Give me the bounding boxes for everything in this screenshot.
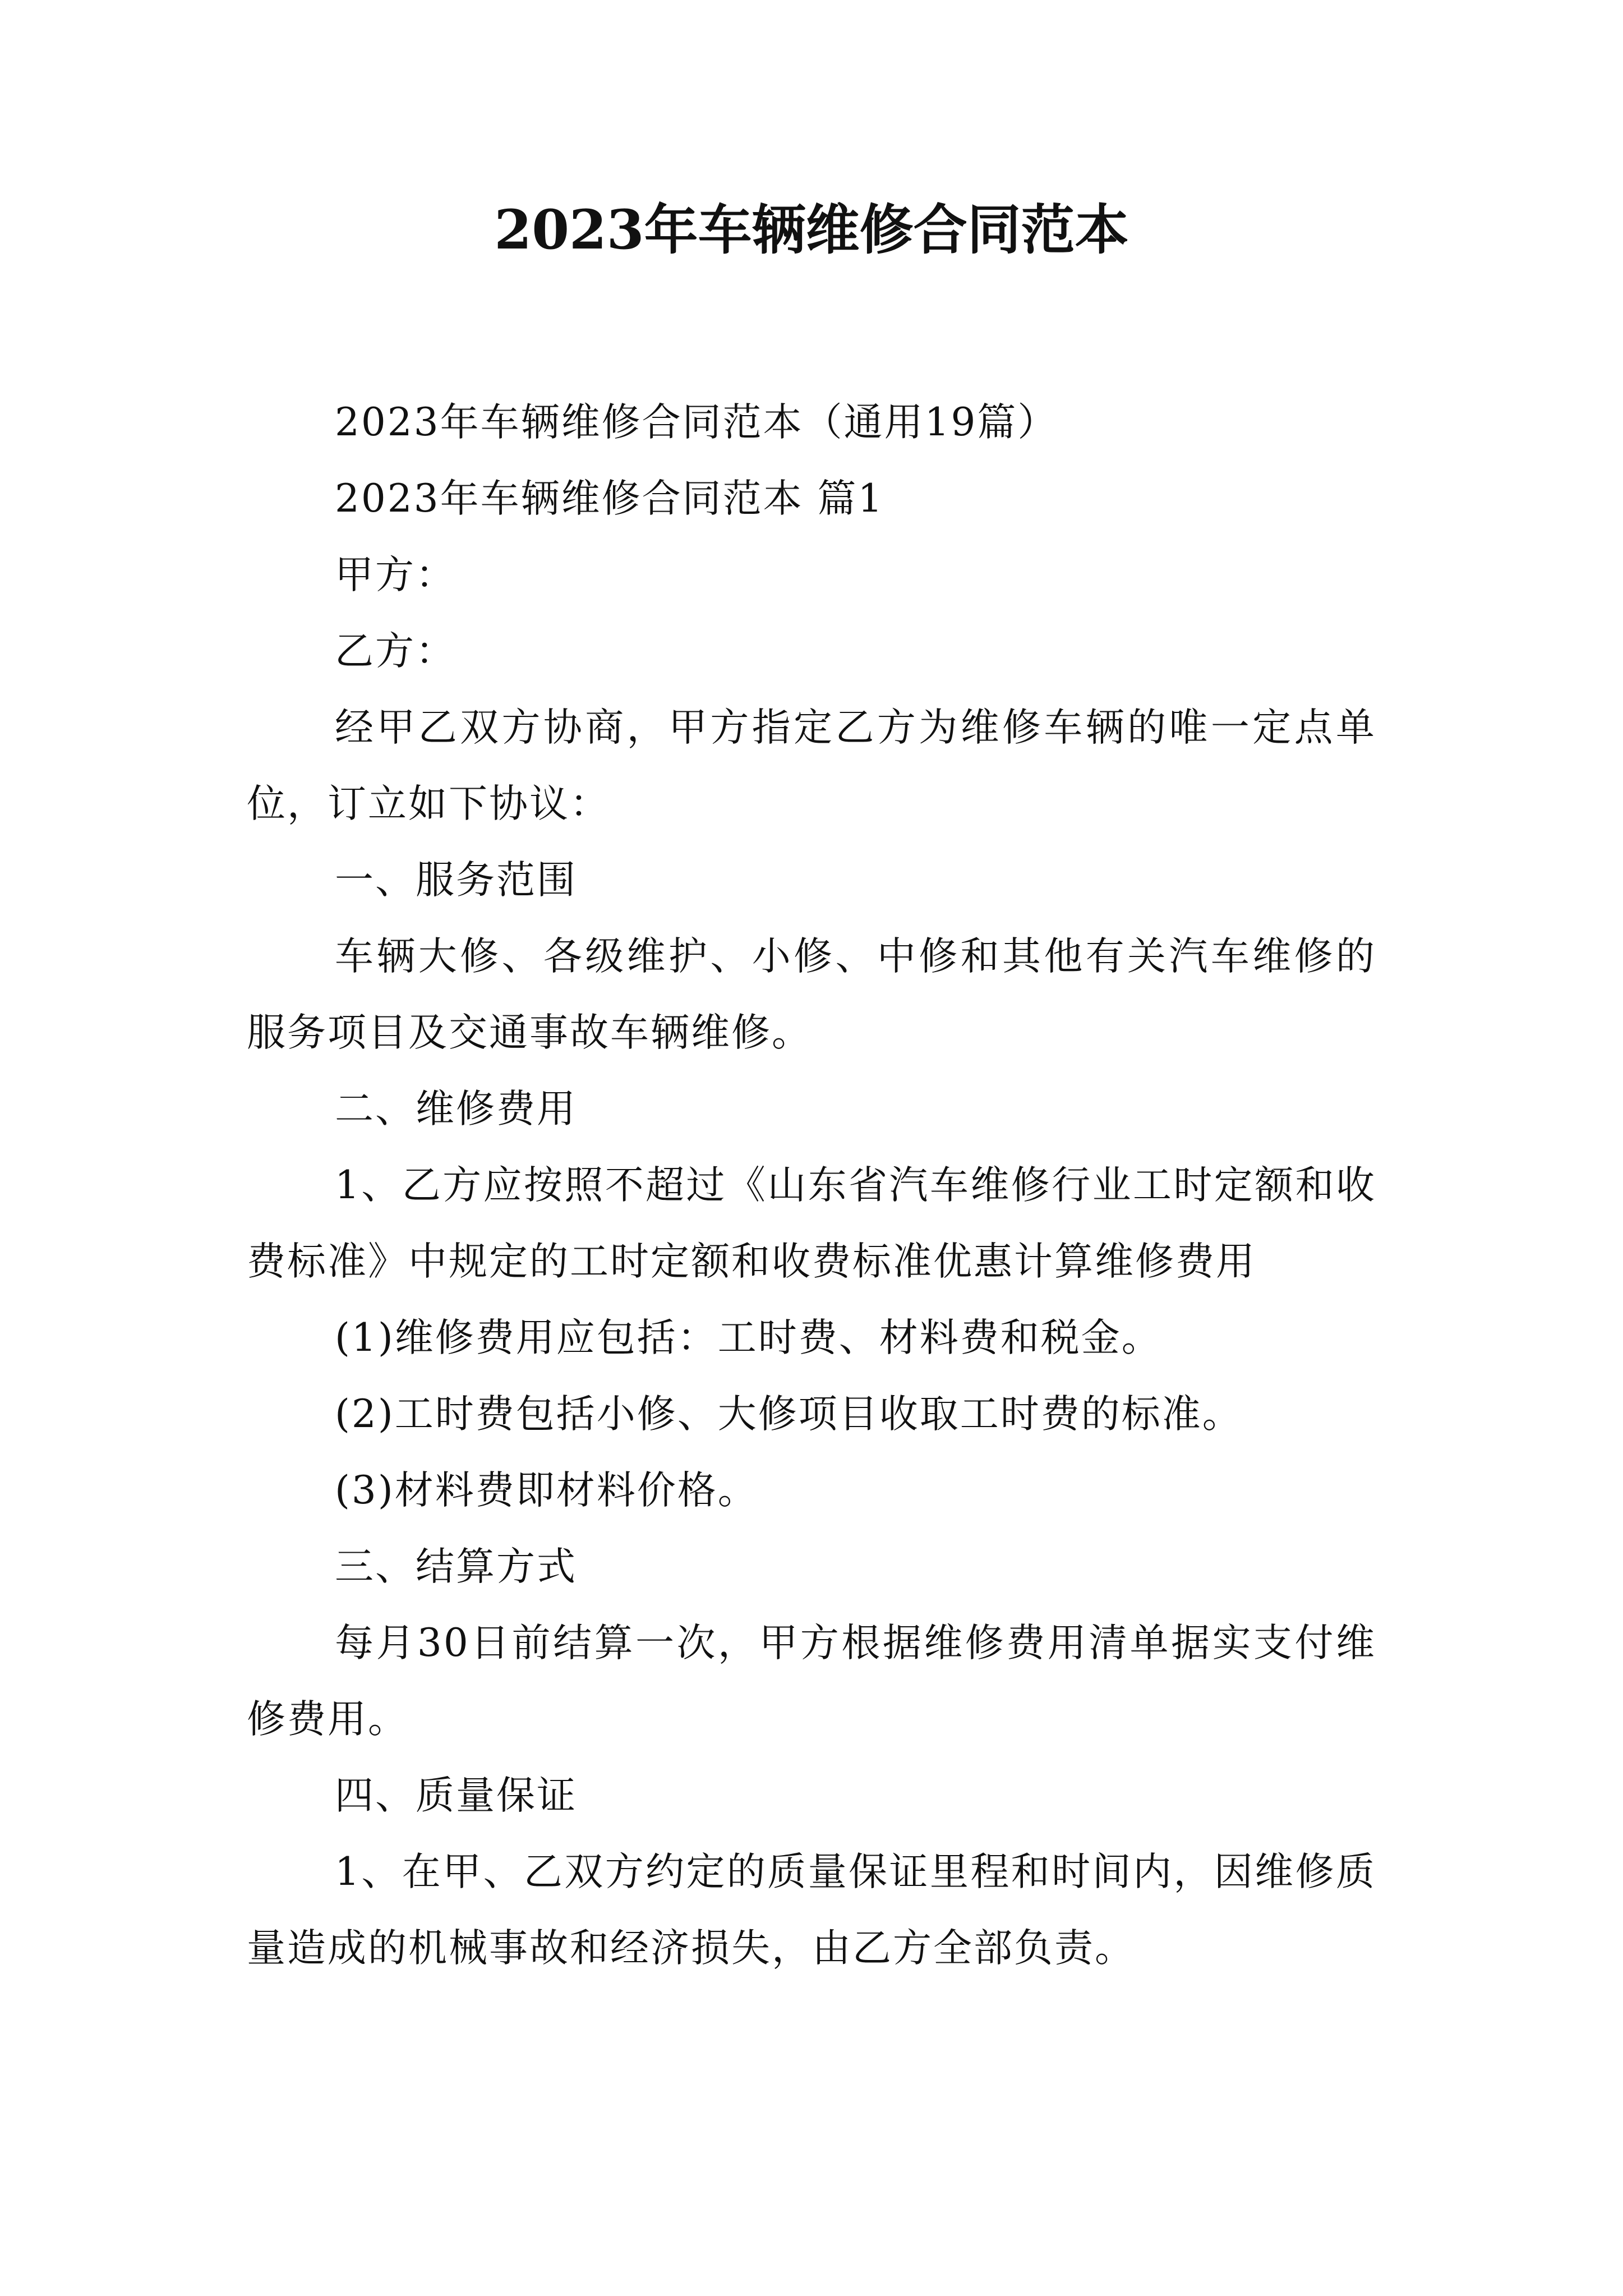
clause-heading-repair-fees: 二、维修费用 <box>335 1087 577 1131</box>
fee-item-2: (2)工时费包括小修、大修项目收取工时费的标准。 <box>335 1392 1243 1437</box>
clause-heading-service-scope: 一、服务范围 <box>335 858 577 903</box>
subtitle-paragraph: 2023年车辆维修合同范本（通用19篇） <box>335 400 1058 445</box>
fee-item-1: (1)维修费用应包括：工时费、材料费和税金。 <box>335 1315 1162 1360</box>
party-b-line: 乙方： <box>335 629 456 674</box>
party-a-line: 甲方： <box>335 553 456 597</box>
clause-heading-settlement: 三、结算方式 <box>335 1544 577 1589</box>
agreement-intro-paragraph: 经甲乙双方协商，甲方指定乙方为维修车辆的唯一定点单位，订立如下协议： <box>247 705 1376 826</box>
document-title: 2023年车辆维修合同范本 <box>494 198 1129 261</box>
fee-item-3: (3)材料费即材料价格。 <box>335 1468 758 1513</box>
document-body <box>247 384 1376 1986</box>
settlement-paragraph: 每月30日前结算一次，甲方根据维修费用清单据实支付维修费用。 <box>247 1621 1376 1742</box>
section-heading-part1: 2023年车辆维修合同范本 篇1 <box>335 476 884 521</box>
clause-heading-quality-guarantee: 四、质量保证 <box>335 1773 577 1818</box>
service-scope-paragraph: 车辆大修、各级维护、小修、中修和其他有关汽车维修的服务项目及交通事故车辆维修。 <box>247 934 1376 1055</box>
repair-fees-paragraph: 1、乙方应按照不超过《山东省汽车维修行业工时定额和收费标准》中规定的工时定额和收费标准优惠计算维修费用 <box>247 1163 1376 1284</box>
quality-guarantee-paragraph: 1、在甲、乙双方约定的质量保证里程和时间内，因维修质量造成的机械事故和经济损失，由乙方全部负责。 <box>247 1849 1376 1971</box>
